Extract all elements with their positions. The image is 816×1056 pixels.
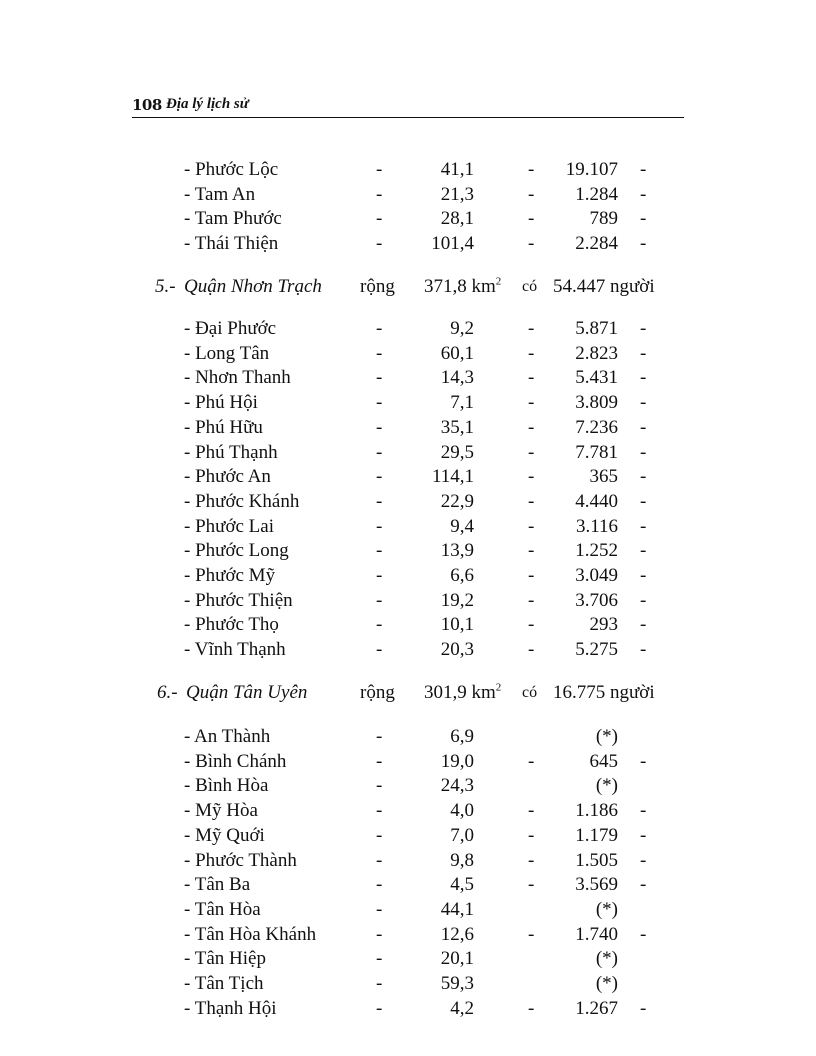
commune-area: 19,0 (440, 750, 474, 772)
table-row (0, 207, 816, 232)
district-co-label: có (522, 278, 538, 295)
table-row (0, 366, 816, 391)
separator-dash: - (376, 318, 383, 339)
commune-name: - Phước Thiện (184, 589, 293, 611)
commune-area: 19,2 (440, 589, 474, 611)
commune-population: 3.809 (575, 392, 618, 414)
table-row (0, 515, 816, 540)
table-row (0, 589, 816, 614)
separator-dash: - (528, 208, 535, 230)
commune-population: 3.706 (575, 589, 618, 611)
commune-population: 1.267 (575, 997, 618, 1019)
trailing-dash: - (640, 233, 647, 255)
area-unit-superscript: 2 (495, 681, 502, 694)
trailing-dash: - (640, 159, 647, 180)
trailing-dash: - (640, 342, 647, 364)
table-row (0, 947, 816, 972)
commune-area: 12,6 (440, 923, 474, 945)
commune-name: - Tân Hòa Khánh (184, 923, 317, 945)
district-rong-label: rộng (360, 682, 395, 703)
commune-area: 20,1 (440, 948, 474, 970)
separator-dash: - (376, 589, 383, 611)
trailing-dash: - (640, 540, 647, 562)
separator-dash: - (376, 490, 383, 512)
separator-dash: - (528, 997, 535, 1019)
commune-name: - Đại Phước (184, 318, 277, 339)
commune-area: 28,1 (440, 208, 474, 230)
commune-area: 6,6 (450, 565, 474, 586)
trailing-dash: - (640, 800, 647, 822)
commune-area: 14,3 (440, 367, 474, 389)
commune-population: 3.569 (575, 874, 618, 896)
table-row (0, 613, 816, 638)
separator-dash: - (528, 565, 535, 586)
commune-population: (*) (595, 726, 618, 747)
commune-population: 5.431 (575, 367, 618, 389)
commune-population: (*) (595, 775, 618, 797)
separator-dash: - (376, 367, 383, 389)
trailing-dash: - (640, 874, 647, 896)
separator-dash: - (376, 565, 383, 586)
commune-name: - Tam An (184, 183, 256, 205)
commune-area: 60,1 (440, 342, 474, 364)
commune-area: 10,1 (440, 614, 474, 636)
separator-dash: - (528, 183, 535, 205)
separator-dash: - (376, 466, 383, 488)
table-row (0, 232, 816, 257)
trailing-dash: - (640, 318, 647, 339)
table-row (0, 849, 816, 874)
separator-dash: - (376, 849, 383, 871)
commune-population: (*) (595, 948, 618, 970)
separator-dash: - (528, 589, 535, 611)
trailing-dash: - (640, 367, 647, 389)
commune-population: 2.284 (575, 233, 618, 255)
commune-name: - Phú Thạnh (184, 441, 278, 463)
commune-population: (*) (595, 898, 618, 920)
commune-population: 365 (589, 466, 618, 488)
separator-dash: - (528, 342, 535, 364)
trailing-dash: - (640, 923, 647, 945)
commune-area: 59,3 (440, 973, 474, 994)
commune-area: 20,3 (440, 639, 474, 661)
separator-dash: - (376, 614, 383, 636)
separator-dash: - (376, 159, 383, 180)
separator-dash: - (528, 490, 535, 512)
commune-name: - Bình Hòa (184, 775, 269, 797)
commune-name: - Phước Long (184, 540, 289, 562)
table-row (0, 158, 816, 183)
commune-population: 7.781 (575, 441, 618, 463)
separator-dash: - (528, 923, 535, 945)
commune-population: 19.107 (565, 159, 618, 180)
commune-name: - Bình Chánh (184, 750, 287, 772)
commune-population: 1.740 (575, 923, 618, 945)
separator-dash: - (376, 342, 383, 364)
separator-dash: - (376, 874, 383, 896)
commune-name: - Phước Lộc (184, 159, 279, 180)
table-row (0, 725, 816, 750)
trailing-dash: - (640, 466, 647, 488)
table-row (0, 391, 816, 416)
separator-dash: - (528, 515, 535, 537)
commune-name: - Phú Hội (184, 392, 258, 414)
trailing-dash: - (640, 515, 647, 537)
table-row (0, 898, 816, 923)
commune-name: - Long Tân (184, 342, 270, 364)
separator-dash: - (528, 824, 535, 846)
commune-population: 1.252 (575, 540, 618, 562)
district-population: 16.775 người (553, 682, 655, 703)
trailing-dash: - (640, 441, 647, 463)
commune-population: 2.823 (575, 342, 618, 364)
district-name: Quận Nhơn Trạch (184, 276, 322, 297)
separator-dash: - (376, 750, 383, 772)
separator-dash: - (376, 183, 383, 205)
commune-area: 9,4 (450, 515, 474, 537)
commune-name: - Tân Ba (184, 874, 251, 896)
table-row (0, 923, 816, 948)
commune-area: 44,1 (440, 898, 474, 920)
commune-population: 3.116 (575, 515, 618, 537)
area-unit-superscript: 2 (495, 275, 502, 288)
separator-dash: - (376, 775, 383, 797)
table-row (0, 416, 816, 441)
district-area-value: 301,9 km (424, 682, 496, 703)
commune-area: 4,5 (450, 874, 474, 896)
separator-dash: - (528, 233, 535, 255)
commune-area: 29,5 (440, 441, 474, 463)
commune-name: - Phước Thành (184, 849, 297, 871)
commune-population: 1.505 (575, 849, 618, 871)
separator-dash: - (528, 441, 535, 463)
trailing-dash: - (640, 997, 647, 1019)
separator-dash: - (528, 466, 535, 488)
separator-dash: - (528, 392, 535, 414)
commune-name: - Phước Khánh (184, 490, 300, 512)
district-number: 5.- (155, 276, 176, 297)
separator-dash: - (376, 515, 383, 537)
separator-dash: - (528, 800, 535, 822)
table-row (0, 750, 816, 775)
commune-name: - Phước An (184, 466, 271, 488)
separator-dash: - (528, 318, 535, 339)
commune-name: - Phú Hữu (184, 416, 263, 438)
commune-name: - Thạnh Hội (184, 997, 277, 1019)
book-title: Địa lý lịch sử (166, 96, 249, 112)
commune-population: 5.275 (575, 639, 618, 661)
commune-population: 1.284 (575, 183, 618, 205)
table-row (0, 997, 816, 1022)
commune-area: 9,8 (450, 849, 474, 871)
trailing-dash: - (640, 639, 647, 661)
table-row (0, 824, 816, 849)
commune-area: 35,1 (440, 416, 474, 438)
commune-area: 22,9 (440, 490, 474, 512)
commune-area: 4,0 (450, 800, 474, 822)
commune-population: 3.049 (575, 565, 618, 586)
commune-population: 1.179 (575, 824, 618, 846)
commune-name: - An Thành (184, 726, 271, 747)
commune-name: - Vĩnh Thạnh (184, 639, 286, 661)
page-number: 108 (132, 96, 162, 114)
trailing-dash: - (640, 416, 647, 438)
district-heading (0, 680, 816, 706)
trailing-dash: - (640, 750, 647, 772)
commune-area: 21,3 (440, 183, 474, 205)
district-area-value: 371,8 km (424, 276, 496, 297)
commune-area: 41,1 (440, 159, 474, 180)
trailing-dash: - (640, 589, 647, 611)
trailing-dash: - (640, 565, 647, 586)
district-name: Quận Tân Uyên (186, 682, 308, 703)
district-co-label: có (522, 684, 538, 701)
separator-dash: - (376, 824, 383, 846)
trailing-dash: - (640, 849, 647, 871)
commune-area: 114,1 (431, 466, 474, 488)
separator-dash: - (528, 159, 535, 180)
commune-name: - Nhơn Thanh (184, 367, 291, 389)
commune-population: 5.871 (575, 318, 618, 339)
separator-dash: - (376, 208, 383, 230)
commune-area: 7,1 (450, 392, 474, 414)
table-row (0, 873, 816, 898)
commune-area: 9,2 (450, 318, 474, 339)
commune-population: 293 (589, 614, 618, 636)
separator-dash: - (376, 441, 383, 463)
separator-dash: - (376, 416, 383, 438)
commune-name: - Thái Thiện (184, 233, 279, 255)
commune-name: - Tân Hòa (184, 898, 261, 920)
trailing-dash: - (640, 490, 647, 512)
table-row (0, 183, 816, 208)
commune-name: - Tân Tịch (184, 973, 264, 994)
commune-population: (*) (595, 973, 618, 994)
separator-dash: - (376, 997, 383, 1019)
table-row (0, 342, 816, 367)
table-row (0, 564, 816, 589)
trailing-dash: - (640, 183, 647, 205)
separator-dash: - (528, 367, 535, 389)
separator-dash: - (376, 639, 383, 661)
commune-population: 1.186 (575, 800, 618, 822)
separator-dash: - (528, 614, 535, 636)
table-row (0, 972, 816, 997)
trailing-dash: - (640, 208, 647, 230)
trailing-dash: - (640, 392, 647, 414)
trailing-dash: - (640, 824, 647, 846)
commune-area: 24,3 (440, 775, 474, 797)
commune-name: - Phước Thọ (184, 614, 279, 636)
separator-dash: - (376, 898, 383, 920)
table-row (0, 799, 816, 824)
commune-population: 645 (589, 750, 618, 772)
separator-dash: - (376, 973, 383, 994)
separator-dash: - (376, 233, 383, 255)
commune-name: - Phước Lai (184, 515, 274, 537)
table-row (0, 638, 816, 663)
trailing-dash: - (640, 614, 647, 636)
separator-dash: - (376, 948, 383, 970)
separator-dash: - (528, 874, 535, 896)
separator-dash: - (528, 750, 535, 772)
separator-dash: - (376, 726, 383, 747)
table-row (0, 465, 816, 490)
separator-dash: - (376, 540, 383, 562)
district-population: 54.447 người (553, 276, 655, 297)
commune-population: 789 (589, 208, 618, 230)
commune-area: 101,4 (431, 233, 474, 255)
district-heading (0, 274, 816, 300)
commune-population: 4.440 (575, 490, 618, 512)
separator-dash: - (376, 392, 383, 414)
district-number: 6.- (157, 682, 178, 703)
commune-area: 6,9 (450, 726, 474, 747)
commune-name: - Phước Mỹ (184, 565, 276, 586)
table-row (0, 441, 816, 466)
separator-dash: - (376, 923, 383, 945)
commune-population: 7.236 (575, 416, 618, 438)
separator-dash: - (376, 800, 383, 822)
commune-area: 7,0 (450, 824, 474, 846)
separator-dash: - (528, 416, 535, 438)
commune-name: - Mỹ Quới (184, 824, 265, 846)
commune-name: - Tân Hiệp (184, 948, 266, 970)
commune-name: - Mỹ Hòa (184, 800, 258, 822)
table-row (0, 490, 816, 515)
commune-area: 13,9 (440, 540, 474, 562)
commune-area: 4,2 (450, 997, 474, 1019)
commune-name: - Tam Phước (184, 208, 282, 230)
separator-dash: - (528, 639, 535, 661)
separator-dash: - (528, 849, 535, 871)
table-row (0, 774, 816, 799)
separator-dash: - (528, 540, 535, 562)
table-row (0, 317, 816, 342)
district-area (424, 274, 501, 300)
district-rong-label: rộng (360, 276, 395, 297)
district-area (424, 680, 501, 706)
table-row (0, 539, 816, 564)
